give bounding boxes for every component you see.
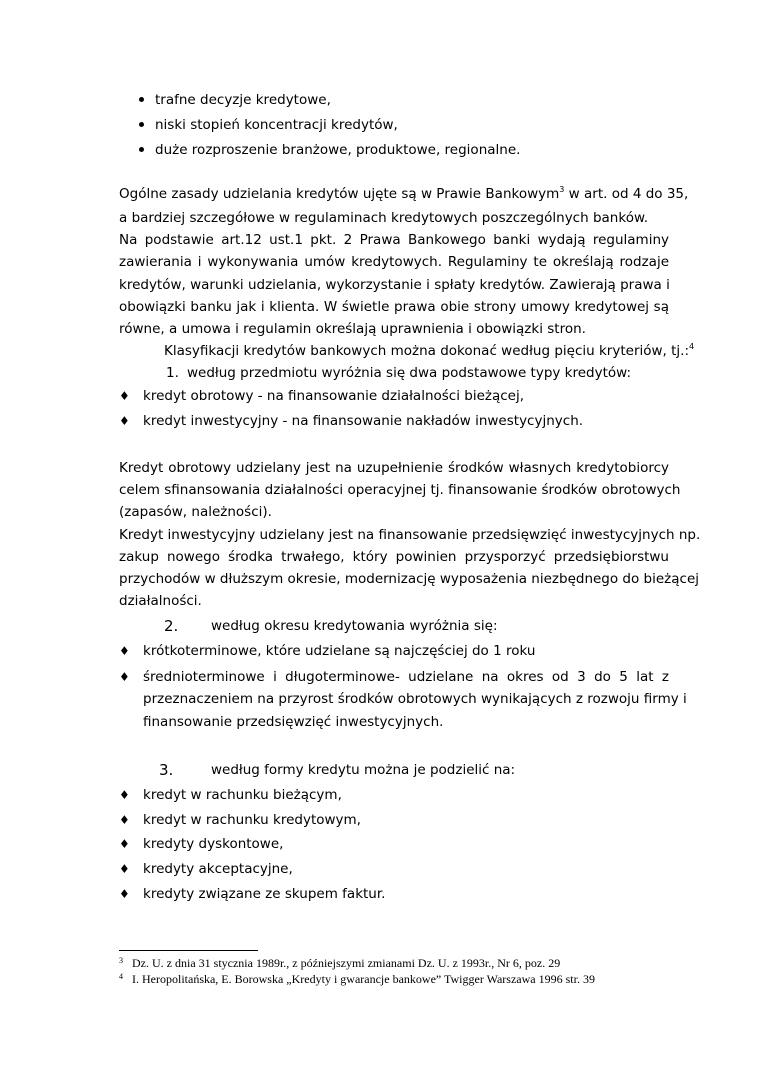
- footnote-ref[interactable]: 3: [559, 185, 565, 194]
- bullet-dot: [139, 97, 144, 102]
- list-item: krótkoterminowe, które udzielane są najczęściej do 1 roku: [143, 643, 536, 659]
- list-item: przeznaczeniem na przyrost środków obrotowych wynikających z rozwoju firmy i: [143, 691, 687, 707]
- diamond-bullet-icon: ♦: [119, 862, 130, 876]
- paragraph-line: a bardziej szczegółowe w regulaminach kredytowych poszczególnych banków.: [119, 210, 649, 226]
- list-item: finansowanie przedsięwzięć inwestycyjnych.: [143, 714, 444, 730]
- classification-intro: Klasyfikacji kredytów bankowych można dokonać według pięciu kryteriów, tj.:$^4$: [164, 342, 695, 359]
- diamond-bullet-icon: ♦: [119, 887, 130, 901]
- paragraph-line: równe, a umowa i regulamin określają uprawnienia i obowiązki stron.: [119, 321, 586, 337]
- list-item: kredyt w rachunku bieżącym,: [143, 787, 342, 803]
- criterion-label: według formy kredytu można je podzielić na:: [211, 762, 516, 778]
- paragraph-line: przychodów w dłuższym okresie, modernizację wyposażenia niezbędnego do bieżącej: [119, 571, 700, 587]
- diamond-bullet-icon: ♦: [119, 813, 130, 827]
- diamond-bullet-icon: ♦: [119, 389, 130, 403]
- footnote-separator: [119, 950, 258, 951]
- list-item: średnioterminowe i długoterminowe- udzielane na okres od 3 do 5 lat z: [143, 669, 669, 685]
- criterion-number: 3.: [159, 761, 174, 779]
- paragraph-line: kredytów, warunki udzielania, wykorzystanie i spłaty kredytów. Zawierają prawa i: [119, 277, 670, 293]
- list-item: kredyt obrotowy - na finansowanie działalności bieżącej,: [143, 388, 525, 404]
- list-item: kredyt inwestycyjny - na finansowanie nakładów inwestycyjnych.: [143, 413, 584, 429]
- diamond-bullet-icon: ♦: [119, 670, 130, 684]
- paragraph-line: obowiązki banku jak i klienta. W świetle prawa obie strony umowy kredytowej są: [119, 299, 669, 315]
- list-item: kredyt w rachunku kredytowym,: [143, 812, 361, 828]
- criterion-number: 2.: [164, 617, 179, 635]
- footnote: $^3$ Dz. U. z dnia 31 stycznia 1989r., z późniejszymi zmianami Dz. U. z 1993r., Nr 6, poz. 29: [119, 956, 561, 970]
- paragraph-line: zakup nowego środka trwałego, który powinien przysporzyć przedsiębiorstwu: [119, 549, 669, 565]
- list-item: kredyty dyskontowe,: [143, 836, 284, 852]
- list-item: duże rozproszenie branżowe, produktowe, regionalne.: [155, 142, 521, 158]
- paragraph-line: Kredyt inwestycyjny udzielany jest na finansowanie przedsięwzięć inwestycyjnych np.: [119, 527, 701, 543]
- list-item: trafne decyzje kredytowe,: [155, 92, 331, 108]
- paragraph-line: zawierania i wykonywania umów kredytowych. Regulaminy te określają rodzaje: [119, 254, 669, 270]
- list-item: kredyty związane ze skupem faktur.: [143, 886, 386, 902]
- paragraph-line: celem sfinansowania działalności operacyjnej tj. finansowanie środków obrotowych: [119, 482, 681, 498]
- bullet-dot: [139, 122, 144, 127]
- diamond-bullet-icon: ♦: [119, 644, 130, 658]
- list-item: kredyty akceptacyjne,: [143, 861, 293, 877]
- footnote-ref[interactable]: 4: [689, 342, 695, 351]
- criterion-number: 1.: [166, 365, 179, 381]
- diamond-bullet-icon: ♦: [119, 788, 130, 802]
- criterion-label: według okresu kredytowania wyróżnia się:: [211, 618, 498, 634]
- list-item: niski stopień koncentracji kredytów,: [155, 117, 398, 133]
- diamond-bullet-icon: ♦: [119, 414, 130, 428]
- paragraph-line: (zapasów, należności).: [119, 504, 272, 520]
- paragraph-line: Kredyt obrotowy udzielany jest na uzupełnienie środków własnych kredytobiorcy: [119, 460, 669, 476]
- paragraph-line: Ogólne zasady udzielania kredytów ujęte są w Prawie Bankowym$^3$ w art. od 4 do 35,: [119, 185, 689, 202]
- criterion-label: według przedmiotu wyróżnia się dwa podstawowe typy kredytów:: [187, 365, 632, 381]
- paragraph-line: działalności.: [119, 593, 202, 609]
- bullet-dot: [139, 147, 144, 152]
- diamond-bullet-icon: ♦: [119, 837, 130, 851]
- footnote: $^4$ I. Heropolitańska, E. Borowska „Kredyty i gwarancje bankowe” Twigger Warszawa 1996 str. 39: [119, 972, 595, 986]
- paragraph-line: Na podstawie art.12 ust.1 pkt. 2 Prawa Bankowego banki wydają regulaminy: [119, 232, 669, 248]
